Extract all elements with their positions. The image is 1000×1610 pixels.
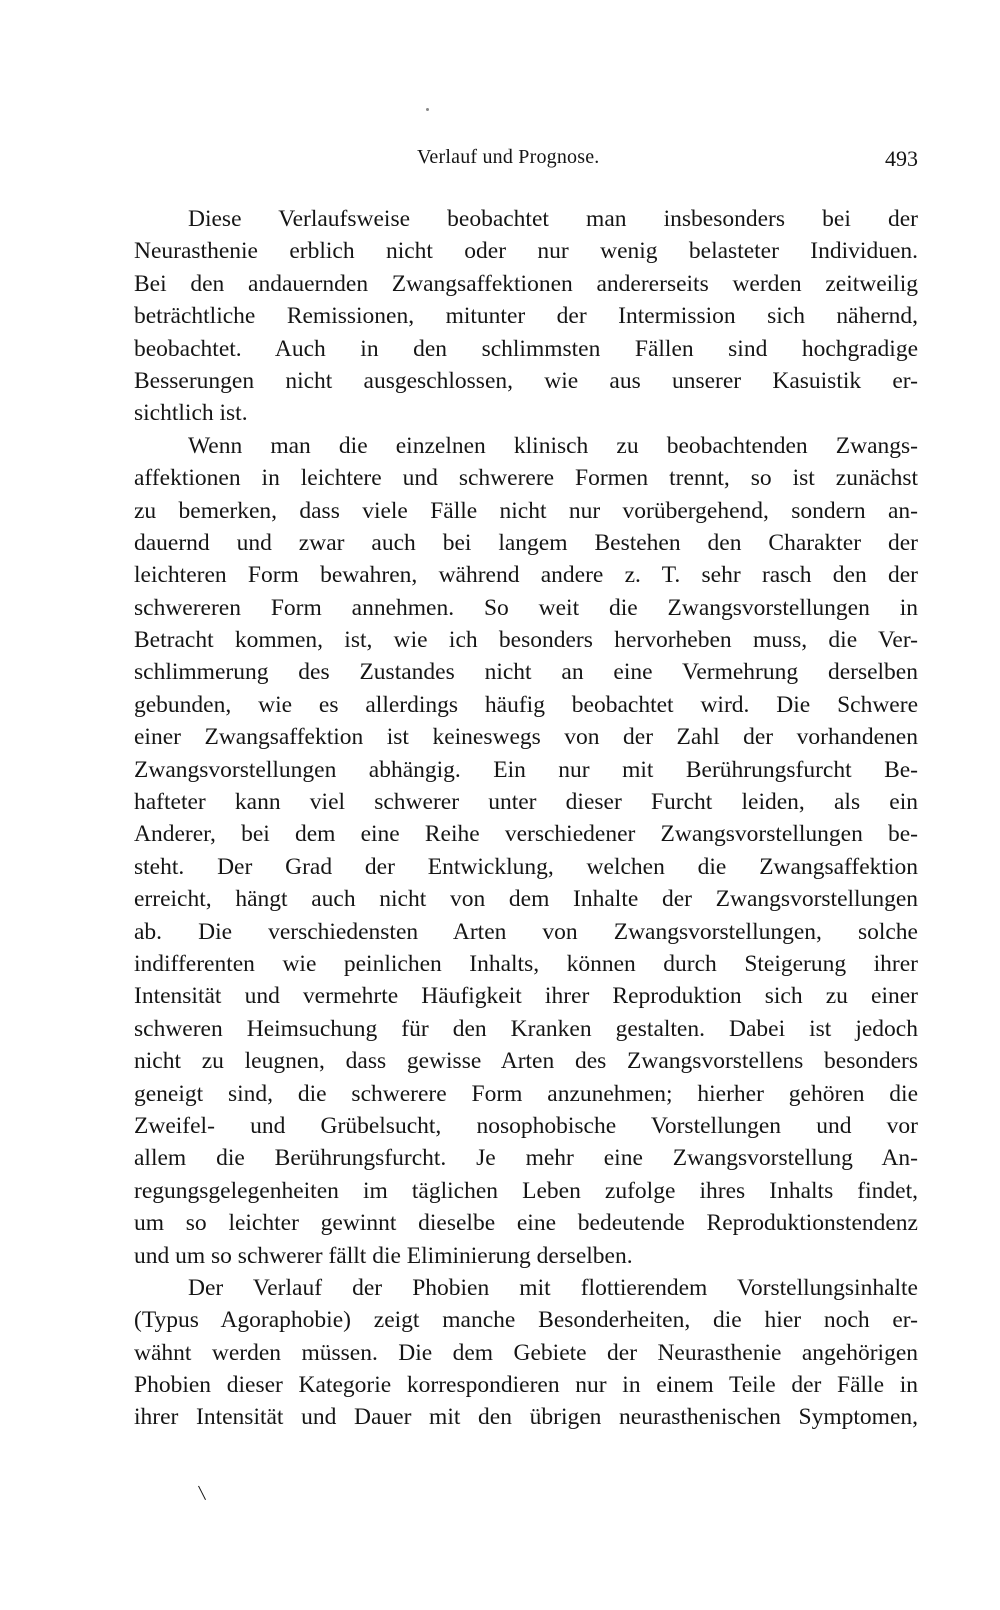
text-line: ab. Die verschiedensten Arten von Zwangsvorstellungen, solche	[134, 918, 918, 945]
text-line: beobachtet. Auch in den schlimmsten Fällen sind hochgradige	[134, 335, 918, 362]
stray-mark: \	[197, 1479, 207, 1506]
text-line: und um so schwerer fällt die Eliminierung derselben.	[134, 1242, 633, 1269]
text-line: zu bemerken, dass viele Fälle nicht nur vorübergehend, sondern an-	[134, 497, 918, 524]
running-head: Verlauf und Prognose.	[417, 146, 600, 168]
text-line: sichtlich ist.	[134, 400, 248, 427]
text-line: wähnt werden müssen. Die dem Gebiete der Neurasthenie angehörigen	[134, 1339, 918, 1366]
text-line: um so leichter gewinnt dieselbe eine bedeutende Reproduktionstendenz	[134, 1210, 918, 1237]
text-line: Bei den andauernden Zwangsaffektionen andererseits werden zeitweilig	[134, 270, 918, 297]
text-line: Zweifel- und Grübelsucht, nosophobische Vorstellungen und vor	[134, 1112, 918, 1139]
text-line: Anderer, bei dem eine Reihe verschiedener Zwangsvorstellungen be-	[134, 821, 918, 848]
text-line: Phobien dieser Kategorie korrespondieren nur in einem Teile der Fälle in	[134, 1372, 918, 1399]
text-line: regungsgelegenheiten im täglichen Leben zufolge ihres Inhalts findet,	[134, 1177, 918, 1204]
text-line: erreicht, hängt auch nicht von dem Inhalte der Zwangsvorstellungen	[134, 886, 918, 913]
text-line: beträchtliche Remissionen, mitunter der Intermission sich nähernd,	[134, 303, 918, 330]
text-line: Der Verlauf der Phobien mit flottierendem Vorstellungsinhalte	[188, 1274, 918, 1301]
text-line: steht. Der Grad der Entwicklung, welchen die Zwangsaffektion	[134, 853, 918, 880]
text-line: Intensität und vermehrte Häufigkeit ihrer Reproduktion sich zu einer	[134, 983, 918, 1010]
text-line: Diese Verlaufsweise beobachtet man insbesonders bei der	[188, 206, 918, 232]
text-line: Zwangsvorstellungen abhängig. Ein nur mit Berührungsfurcht Be-	[134, 756, 918, 783]
body-text	[134, 203, 918, 1434]
text-line: schlimmerung des Zustandes nicht an eine Vermehrung derselben	[134, 659, 918, 686]
text-line: indifferenten wie peinlichen Inhalts, können durch Steigerung ihrer	[134, 950, 918, 977]
text-line: gebunden, wie es allerdings häufig beobachtet wird. Die Schwere	[134, 691, 918, 718]
text-line: hafteter kann viel schwerer unter dieser Furcht leiden, als ein	[134, 789, 918, 816]
text-line: geneigt sind, die schwerere Form anzunehmen; hierher gehören die	[134, 1080, 918, 1107]
page-number: 493	[885, 146, 918, 171]
text-line: schwereren Form annehmen. So weit die Zwangsvorstellungen in	[134, 594, 918, 621]
page-header	[134, 146, 918, 180]
text-line: Wenn man die einzelnen klinisch zu beobachtenden Zwangs-	[188, 432, 918, 459]
text-line: ihrer Intensität und Dauer mit den übrigen neurasthenischen Symptomen,	[134, 1404, 918, 1431]
text-line: nicht zu leugnen, dass gewisse Arten des Zwangsvorstellens besonders	[134, 1048, 918, 1075]
ink-speck	[426, 108, 429, 111]
text-line: allem die Berührungsfurcht. Je mehr eine Zwangsvorstellung An-	[134, 1145, 918, 1172]
text-line: leichteren Form bewahren, während andere z. T. sehr rasch den der	[134, 562, 918, 589]
text-line: (Typus Agoraphobie) zeigt manche Besonderheiten, die hier noch er-	[134, 1307, 918, 1334]
text-line: affektionen in leichtere und schwerere Formen trennt, so ist zunächst	[134, 465, 918, 492]
text-line: Neurasthenie erblich nicht oder nur wenig belasteter Individuen.	[134, 238, 918, 265]
text-line: schweren Heimsuchung für den Kranken gestalten. Dabei ist jedoch	[134, 1015, 918, 1042]
text-line: einer Zwangsaffektion ist keineswegs von der Zahl der vorhandenen	[134, 724, 918, 751]
text-line: Besserungen nicht ausgeschlossen, wie aus unserer Kasuistik er-	[134, 367, 918, 394]
text-line: Betracht kommen, ist, wie ich besonders hervorheben muss, die Ver-	[134, 627, 918, 654]
text-line: dauernd und zwar auch bei langem Bestehen den Charakter der	[134, 529, 918, 556]
